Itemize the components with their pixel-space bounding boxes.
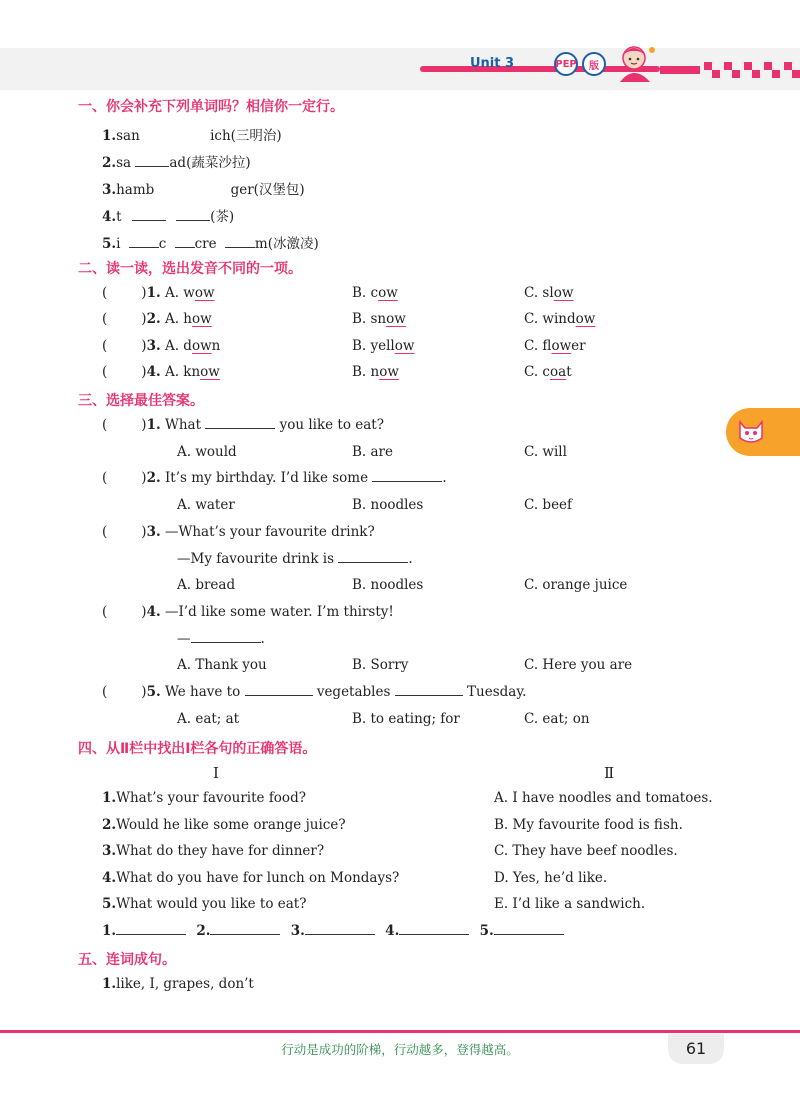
s4-answer-row: 1. 2. 3. 4. 5. [102, 923, 564, 939]
s3-q4-a: A. Thank you [177, 657, 267, 673]
fill-blank[interactable] [205, 427, 275, 429]
s3-q1-b: B. are [352, 444, 393, 460]
s3-q1-c: C. will [524, 444, 567, 460]
s3-q4: ( )4. —I’d like some water. I’m thirsty! [102, 604, 394, 620]
s3-q1-a: A. would [177, 444, 237, 460]
page-number: 61 [668, 1034, 724, 1064]
s4-left-2: 2.Would he like some orange juice? [102, 817, 346, 833]
s3-q4-b: B. Sorry [352, 657, 409, 673]
s3-q3: ( )3. —What’s your favourite drink? [102, 524, 375, 540]
fill-blank[interactable] [132, 219, 166, 221]
unit-label: Unit 3 [470, 56, 515, 71]
fill-blank[interactable] [245, 694, 313, 696]
cartoon-girl-icon [610, 42, 662, 84]
s3-q5-b: B. to eating; for [352, 711, 460, 727]
s2-q3-c: C. flower [524, 338, 586, 354]
s4-right-c: C. They have beef noodles. [494, 843, 678, 859]
answer-blank[interactable] [210, 933, 280, 935]
checker-decoration [660, 62, 800, 78]
section1-title: 一、你会补充下列单词吗？相信你一定行。 [78, 99, 344, 115]
s2-q3: ( )3. A. down [102, 338, 221, 354]
cat-face-icon [736, 416, 766, 446]
s1-item-1: 1.san ich(三明治) [102, 128, 282, 144]
s3-q3-line2: —My favourite drink is . [177, 551, 413, 567]
s2-q3-b: B. yellow [352, 338, 415, 354]
fill-blank[interactable] [225, 246, 255, 248]
column-2-heading: Ⅱ [604, 764, 615, 782]
s1-item-3: 3.hamb ger(汉堡包) [102, 182, 305, 198]
s4-left-4: 4.What do you have for lunch on Mondays? [102, 870, 400, 886]
section3-title: 三、选择最佳答案。 [78, 393, 204, 409]
section5-title: 五、连词成句。 [78, 952, 176, 968]
footer-motto: 行动是成功的阶梯，行动越多，登得越高。 [281, 1042, 519, 1057]
s1-item-5: 5.i c cre m(冰激凌) [102, 236, 319, 252]
answer-blank[interactable] [494, 933, 564, 935]
answer-blank[interactable] [305, 933, 375, 935]
s3-q3-b: B. noodles [352, 577, 424, 593]
pep-badge: PEP [554, 52, 578, 76]
s3-q3-c: C. orange juice [524, 577, 628, 593]
s2-q1: ( )1. A. wow [102, 285, 215, 301]
s4-right-a: A. I have noodles and tomatoes. [494, 790, 713, 806]
fill-blank[interactable] [191, 641, 261, 643]
s3-q5-a: A. eat; at [177, 711, 240, 727]
s2-q2: ( )2. A. how [102, 311, 212, 327]
s4-left-1: 1.What’s your favourite food? [102, 790, 306, 806]
s3-q4-line2: — . [177, 631, 265, 647]
s2-q4-b: B. now [352, 364, 399, 380]
s4-right-b: B. My favourite food is fish. [494, 817, 683, 833]
s4-right-d: D. Yes, he’d like. [494, 870, 608, 886]
s5-item-1: 1.like, I, grapes, don’t [102, 976, 254, 992]
s4-right-e: E. I’d like a sandwich. [494, 896, 646, 912]
edition-badge: 版 [582, 52, 606, 76]
s1-item-2: 2.sa ad(蔬菜沙拉) [102, 155, 251, 171]
fill-blank[interactable] [175, 246, 195, 248]
s2-q1-b: B. cow [352, 285, 398, 301]
s2-q4-c: C. coat [524, 364, 572, 380]
footer-line [0, 1030, 800, 1033]
s3-q5-c: C. eat; on [524, 711, 590, 727]
s3-q2-c: C. beef [524, 497, 573, 513]
fill-blank[interactable] [129, 246, 159, 248]
s3-q5: ( )5. We have to vegetables Tuesday. [102, 684, 527, 700]
answer-blank[interactable] [116, 933, 186, 935]
fill-blank[interactable] [338, 561, 408, 563]
fill-blank[interactable] [395, 694, 463, 696]
column-1-heading: Ⅰ [213, 764, 219, 782]
fill-blank[interactable] [135, 165, 169, 167]
answer-blank[interactable] [399, 933, 469, 935]
s4-left-3: 3.What do they have for dinner? [102, 843, 325, 859]
s2-q1-c: C. slow [524, 285, 574, 301]
s2-q2-b: B. snow [352, 311, 406, 327]
fill-blank[interactable] [176, 219, 210, 221]
s3-q2: ( )2. It’s my birthday. I’d like some . [102, 470, 447, 486]
section2-title: 二、读一读，选出发音不同的一项。 [78, 261, 302, 277]
fill-blank[interactable] [372, 480, 442, 482]
s2-q4: ( )4. A. know [102, 364, 220, 380]
s2-q2-c: C. window [524, 311, 596, 327]
s3-q1: ( )1. What you like to eat? [102, 417, 384, 433]
s4-left-5: 5.What would you like to eat? [102, 896, 307, 912]
s3-q2-a: A. water [177, 497, 235, 513]
s3-q3-a: A. bread [177, 577, 236, 593]
s3-q4-c: C. Here you are [524, 657, 633, 673]
s1-item-4: 4.t (茶) [102, 209, 235, 225]
section4-title: 四、从Ⅱ栏中找出Ⅰ栏各句的正确答语。 [78, 741, 317, 757]
s3-q2-b: B. noodles [352, 497, 424, 513]
